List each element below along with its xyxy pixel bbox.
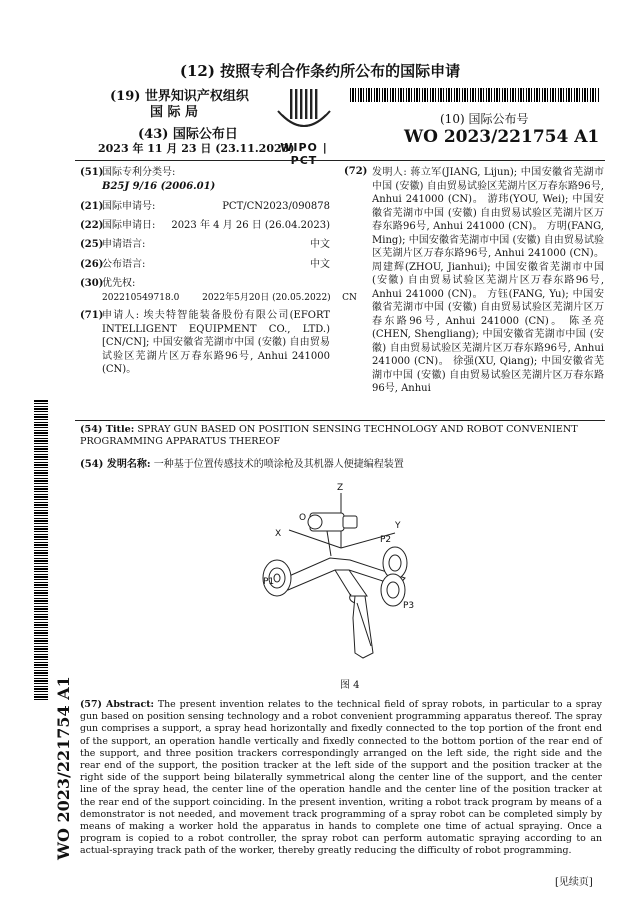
- logo-text: WIPO | PCT: [280, 141, 328, 167]
- pub-date-label: (43) 国际公布日: [138, 127, 238, 142]
- patent-figure: [255, 478, 425, 668]
- barcode-top: [350, 88, 600, 102]
- abstract: (57) Abstract: The present invention relates to the technical field of spray robots, in particular to a spray gun based on position sensing technology and a robot convenient programming apparatus thereof. The spray gun comprises a support, a spray head horizontally and fixedly connected to the top portion of the front end of the support, an operation handle vertically and fixedly connected to the bottom portion of the rear end of the support, and three position trackers correspondingly arranged on the left side, the right side and the rear end of the support, the position tracker at the left side of the support and the position tracker at the right side of the support being bilaterally symmetrical along the center line of the support, and the center line of the spray head, the center line of the operation handle and the center line of the position tracker at the rear end of the support coinciding. In the present invention, writing a robot track program by means of a demonstrator is not needed, and movement track programming of a spray robot can be completed simply by means of making a worker hold the apparatus in hands to complete one time of actual spraying. Once a program is copied to a robot controller, the spray robot can perform automatic spraying according to an actual-spraying track path of the worker, thereby greatly reducing the difficulty of robot programming.: [80, 699, 602, 857]
- org-line-1: (19) 世界知识产权组织: [110, 89, 249, 104]
- label-p2: P2: [380, 535, 392, 545]
- header-rule: [75, 160, 605, 161]
- field-21: (21)国际申请号: PCT/CN2023/090878: [80, 201, 330, 212]
- field-26: (26)公布语言: 中文: [80, 259, 330, 270]
- axis-label-y: Y: [395, 521, 401, 531]
- field-30: (30)优先权: 202210549718.0 2022年5月20日 (20.05.2022) CN: [80, 278, 357, 303]
- field-25: (25)申请语言: 中文: [80, 239, 330, 250]
- document-title: (12) 按照专利合作条约所公布的国际申请: [179, 62, 461, 80]
- field-51: (51)国际专利分类号: B25J 9/16 (2006.01): [80, 167, 216, 192]
- label-p3: P3: [403, 601, 415, 611]
- field-72-num: (72): [344, 166, 368, 177]
- spray-gun-drawing: [255, 478, 425, 668]
- field-71: (71) 申请人: 埃夫特智能装备股份有限公司(EFORT INTELLIGENT EQUIPMENT CO., LTD.) [CN/CN]; 中国安徽省芜湖市中国 (安徽) 自由贸易试验区芜湖片区万春东路96号, Anhui 241000 (CN)。: [80, 310, 330, 375]
- title-en: (54) Title: SPRAY GUN BASED ON POSITION SENSING TECHNOLOGY AND ROBOT CONVENIENT PROGRAMMING APPARATUS THEREOF: [80, 424, 578, 447]
- title-zh: (54) 发明名称: 一种基于位置传感技术的喷涂枪及其机器人便捷编程装置: [80, 459, 404, 470]
- wipo-emblem-icon: [268, 85, 340, 137]
- axis-label-z: Z: [337, 483, 344, 493]
- org-line-2: 国 际 局: [150, 105, 199, 120]
- pub-no: WO 2023/221754 A1: [404, 127, 600, 147]
- continued-note: [见续页]: [555, 877, 593, 888]
- figure-caption: 图 4: [340, 680, 360, 691]
- side-pub-number: WO 2023/221754 A1: [54, 676, 73, 860]
- label-o: O: [299, 513, 307, 523]
- label-p1: P1: [263, 577, 275, 587]
- field-22: (22)国际申请日: 2023 年 4 月 26 日 (26.04.2023): [80, 220, 330, 231]
- field-72: 发明人: 蒋立军(JIANG, Lijun); 中国安徽省芜湖市中国 (安徽) 自由贸易试验区芜湖片区万春东路96号, Anhui 241000 (CN)。 游玮(YOU, Wei); 中国安徽省芜湖市中国 (安徽) 自由贸易试验区芜湖片区万春东路96号, Anhui 241000 (CN)。 方明(FANG, Ming); 中国安徽省芜湖市中国 (安徽) 自由贸易试验区芜湖片区万春东路96号, Anhui 241000 (CN)。 周建辉(ZHOU, Jianhui); 中国安徽省芜湖市中国 (安徽) 自由贸易试验区芜湖片区万春东路96号, Anhui 241000 (CN)。 方钰(FANG, Yu); 中国安徽省芜湖市中国 (安徽) 自由贸易试验区芜湖片区万春东路96号, Anhui 241000 (CN)。 陈圣亮(CHEN, Shengliang); 中国安徽省芜湖市中国 (安徽) 自由贸易试验区芜湖片区万春东路96号, Anhui 241000 (CN)。 徐强(XU, Qiang); 中国安徽省芜湖市中国 (安徽) 自由贸易试验区芜湖片区万春东路96号, Anhui: [372, 167, 604, 394]
- barcode-side: [34, 400, 48, 700]
- title-rule: [75, 420, 605, 421]
- wipo-logo: [268, 85, 340, 167]
- axis-label-x: X: [275, 529, 282, 539]
- pub-no-label: (10) 国际公布号: [440, 112, 529, 126]
- pub-date: 2023 年 11 月 23 日 (23.11.2023): [98, 142, 295, 155]
